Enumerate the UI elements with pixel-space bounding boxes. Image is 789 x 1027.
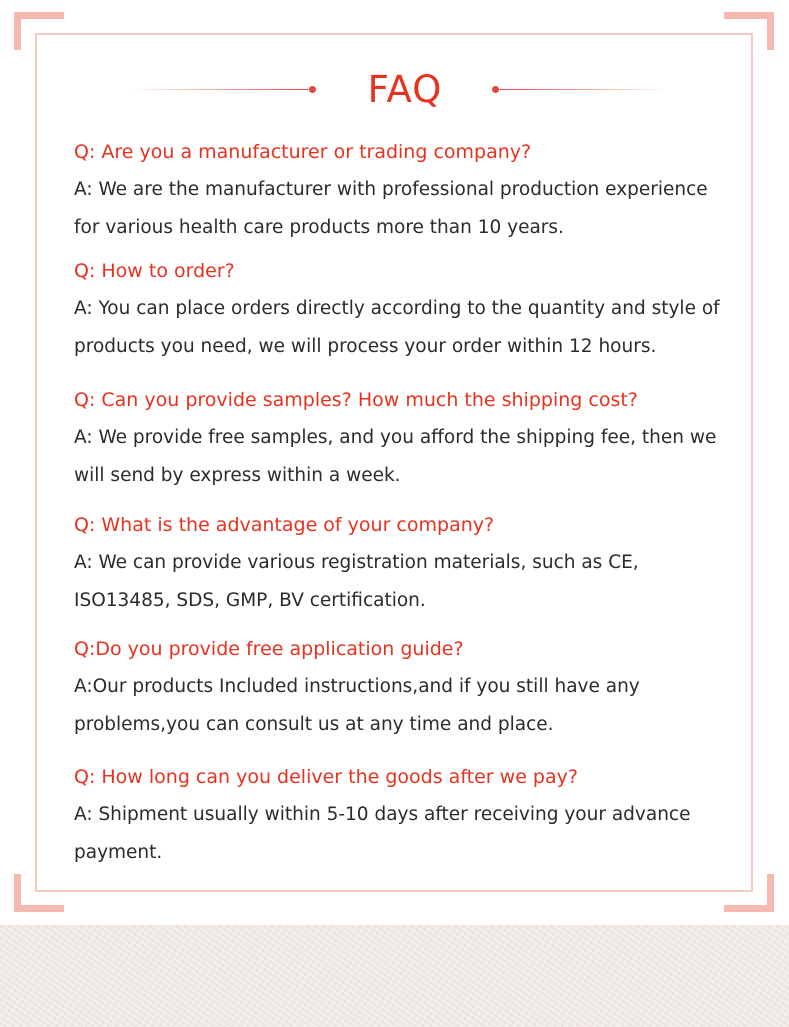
header-dot-left [309,86,316,93]
faq-item-delivery [74,765,739,872]
faq-item-order [74,259,739,366]
faq-answer: A:Our products Included instructions,and if you still have any problems,you can consult us at any time and place. [74,676,640,735]
faq-header [0,62,789,118]
faq-answer: A: We are the manufacturer with professional production experience for various health care products more than 10 years. [74,179,708,238]
faq-question: Q: What is the advantage of your company? [74,514,495,536]
faq-question: Q: How to order? [74,260,235,282]
faq-answer: A: We provide free samples, and you afford the shipping fee, then we will send by express within a week. [74,427,717,486]
faq-answer: A: We can provide various registration materials, such as CE, ISO13485, SDS, GMP, BV certification. [74,552,639,611]
faq-answer: A: Shipment usually within 5-10 days after receiving your advance payment. [74,804,691,863]
header-divider-right [500,89,668,90]
header-dot-right [492,86,499,93]
fabric-texture-background [0,925,789,1027]
faq-question: Q: Can you provide samples? How much the shipping cost? [74,389,638,411]
faq-question: Q: Are you a manufacturer or trading company? [74,141,532,163]
faq-answer: A: You can place orders directly according to the quantity and style of products you need, we will process your order within 12 hours. [74,298,720,357]
faq-item-manufacturer [74,140,729,247]
faq-question: Q:Do you provide free application guide? [74,638,464,660]
faq-item-advantage [74,513,674,620]
faq-item-application-guide [74,637,724,744]
faq-item-samples [74,388,739,495]
page-title: FAQ [367,68,443,111]
faq-question: Q: How long can you deliver the goods after we pay? [74,766,578,788]
header-divider-left [128,89,308,90]
